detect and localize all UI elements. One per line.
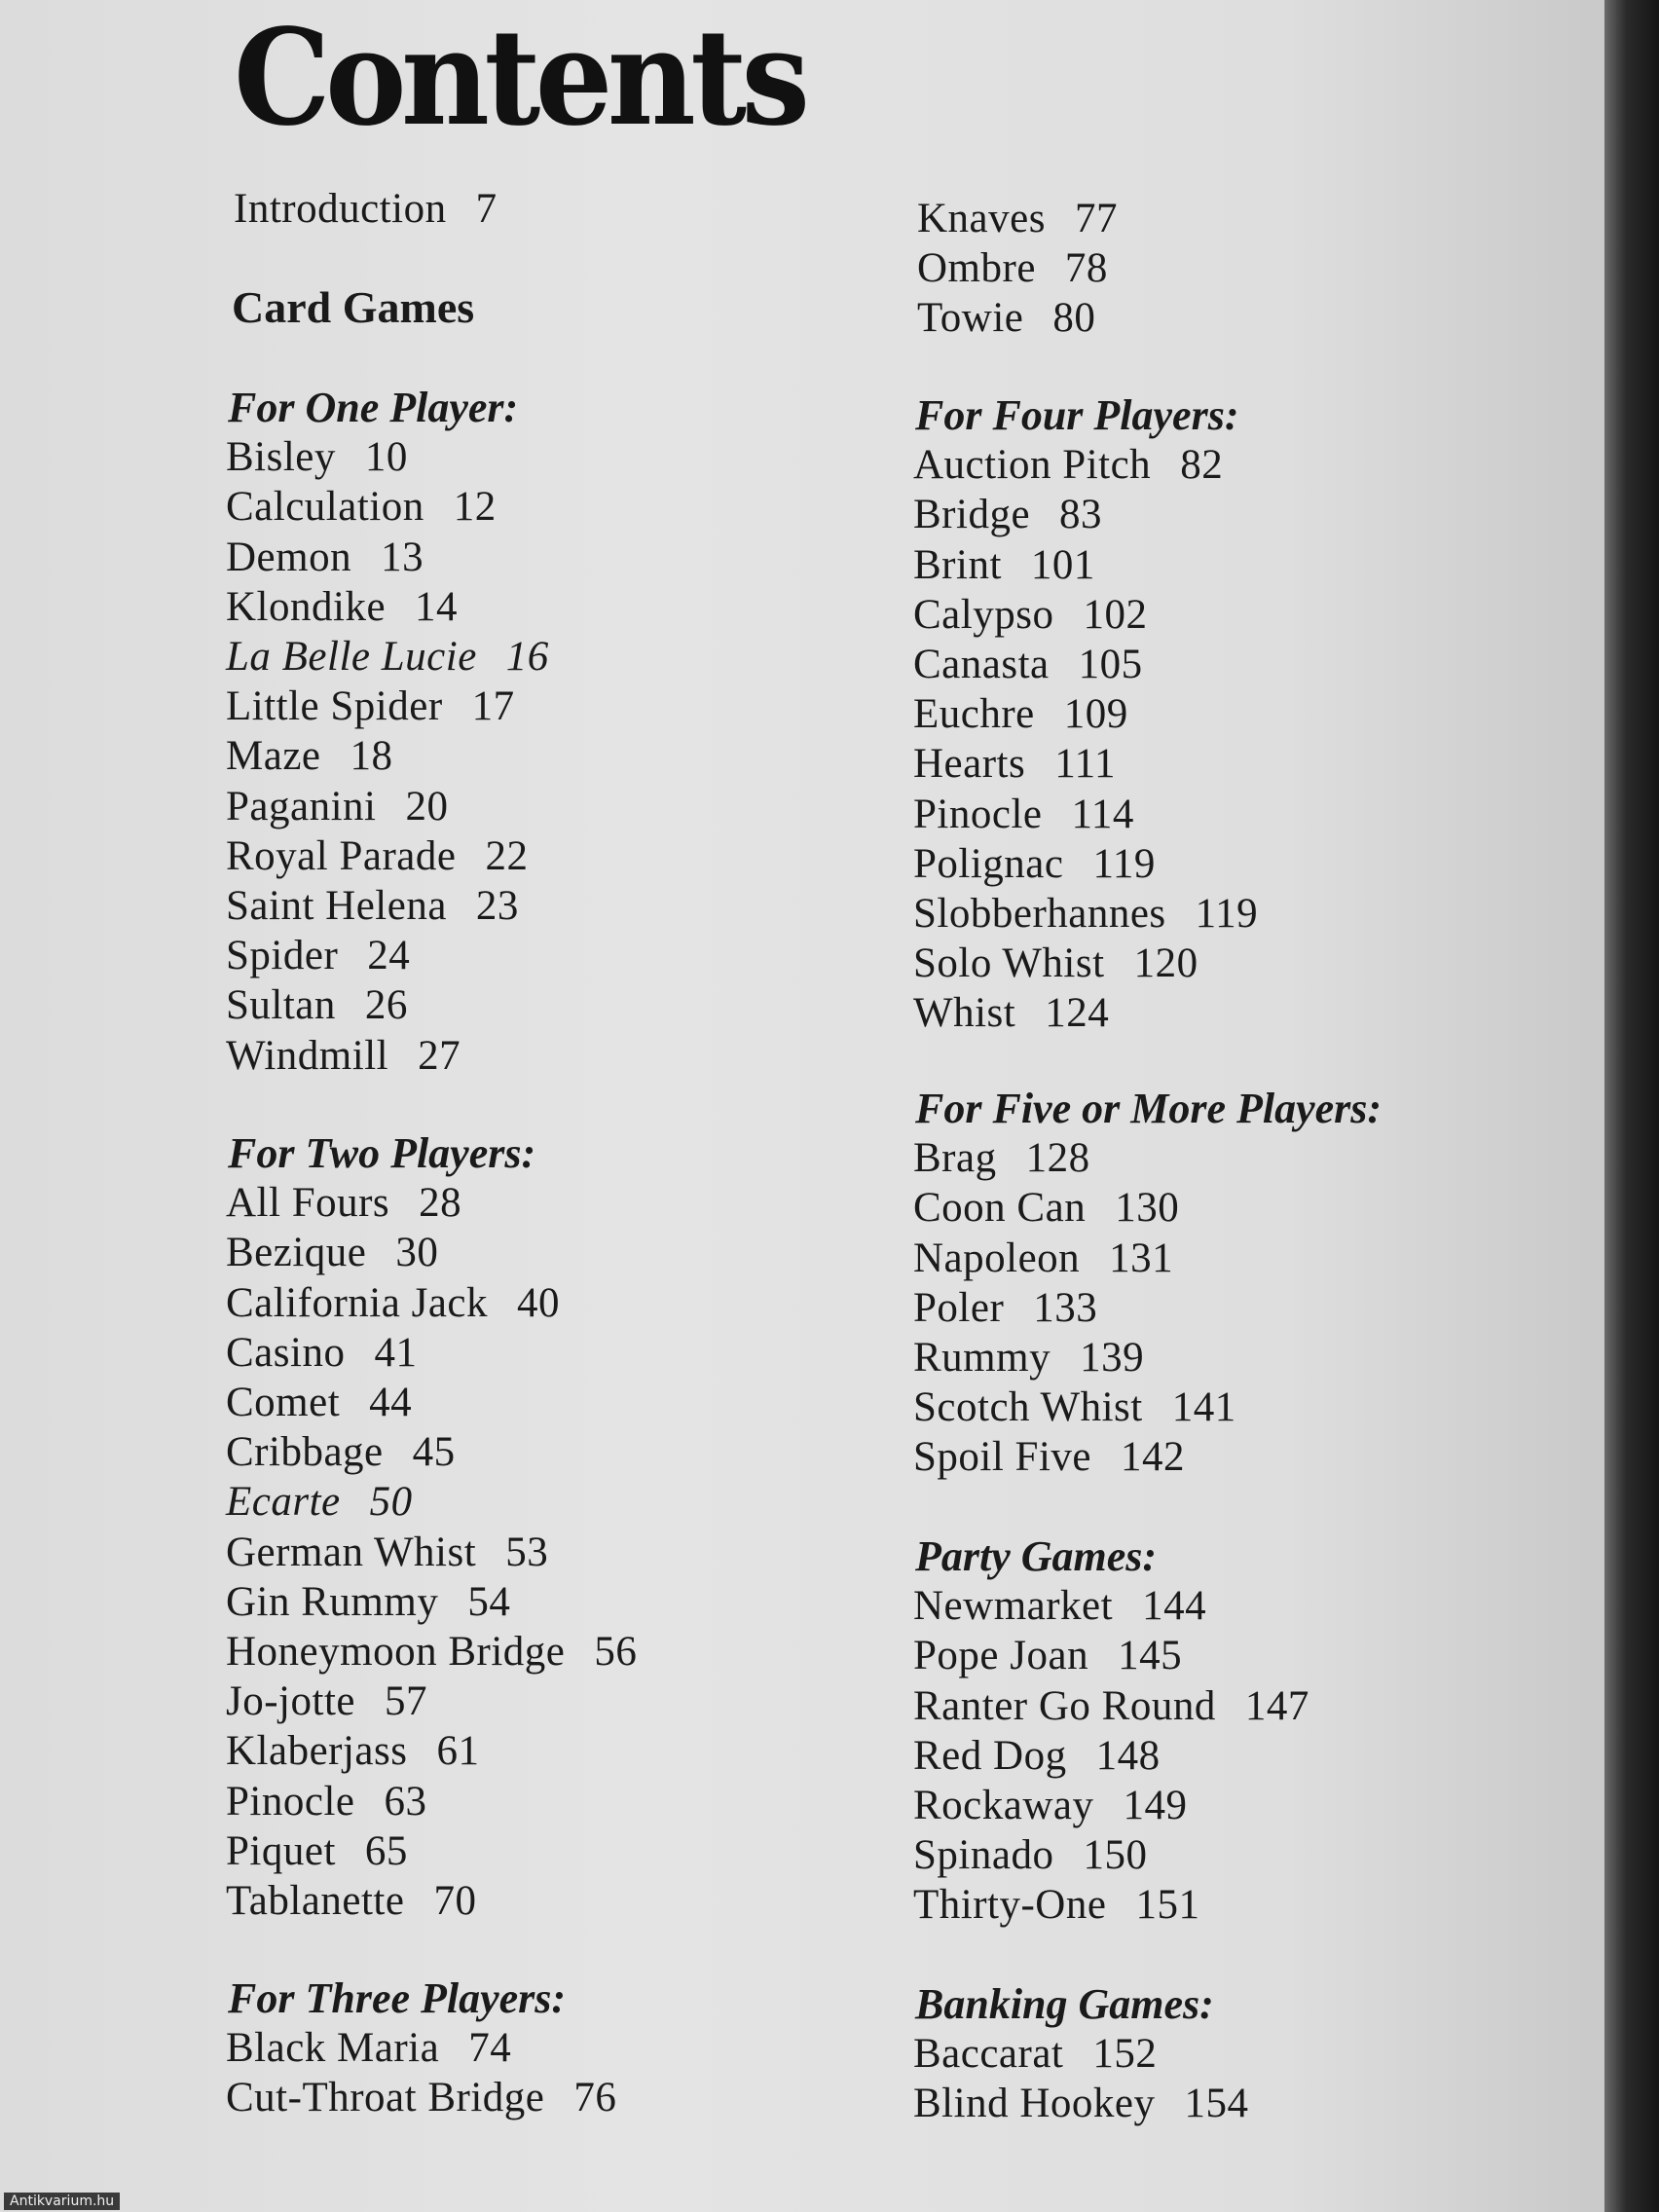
group-heading-banking-games: Banking Games: [915,1980,1214,2028]
toc-entry-calculation [226,483,497,532]
entry-page: 154 [1184,2081,1249,2126]
entry-name: Rummy [913,1335,1051,1381]
entry-page: 12 [453,484,497,530]
entry-page: 150 [1083,1832,1148,1878]
entry-name: Rockaway [913,1783,1094,1828]
entry-name: Brag [913,1135,997,1181]
entry-page: 13 [381,535,424,580]
entry-page: 111 [1054,741,1117,787]
toc-entry-honeymoon-bridge [226,1628,637,1677]
entry-name: Cribbage [226,1429,384,1475]
entry-page: 56 [594,1629,638,1675]
entry-page: 114 [1071,792,1134,837]
toc-entry-spinado [913,1831,1147,1880]
page-title: Contents [234,0,805,156]
toc-entry-pinocle [226,1778,426,1826]
toc-entry-calypso [913,591,1147,640]
group-heading-for-four-players: For Four Players: [915,391,1239,439]
entry-page: 142 [1121,1434,1186,1480]
entry-name: Calculation [226,484,424,530]
entry-page: 16 [505,634,549,680]
entry-name: Red Dog [913,1733,1067,1779]
entry-page: 20 [405,784,449,830]
toc-entry-all-fours [226,1179,461,1228]
toc-entry-klaberjass [226,1727,480,1776]
toc-entry-piquet [226,1827,408,1876]
toc-entry-scotch-whist [913,1383,1236,1432]
toc-entry-bisley [226,433,408,482]
entry-page: 26 [364,982,408,1028]
entry-page: 151 [1135,1882,1200,1928]
entry-page: 57 [384,1678,427,1724]
entry-page: 149 [1123,1783,1188,1828]
entry-page: 30 [395,1230,439,1275]
entry-page: 40 [517,1280,560,1326]
toc-entry-solo-whist [913,940,1198,988]
toc-entry-cribbage [226,1428,456,1477]
toc-entry-pinocle [913,791,1134,839]
entry-name: Poler [913,1285,1005,1331]
entry-name: Hearts [913,741,1026,787]
toc-entry-jo-jotte [226,1677,427,1726]
entry-name: Pope Joan [913,1633,1089,1678]
toc-entry-napoleon [913,1235,1173,1283]
entry-page: 139 [1080,1335,1145,1381]
entry-name: La Belle Lucie [226,634,477,680]
entry-name: Royal Parade [226,833,457,879]
entry-page: 141 [1171,1384,1236,1430]
entry-name: Bezique [226,1230,367,1275]
entry-name: Cut-Throat Bridge [226,2075,545,2120]
toc-entry-hearts [913,740,1116,789]
entry-name: Scotch Whist [913,1384,1143,1430]
entry-name: Comet [226,1380,341,1425]
entry-page: 124 [1045,990,1110,1036]
entry-name: Ranter Go Round [913,1683,1216,1729]
entry-page: 65 [364,1828,408,1874]
entry-name: Introduction [234,186,447,232]
entry-page: 77 [1074,196,1118,241]
entry-page: 82 [1180,442,1224,488]
entry-page: 61 [436,1728,480,1774]
entry-name: Canasta [913,642,1050,687]
entry-name: Polignac [913,841,1064,887]
toc-entry-whist [913,989,1109,1038]
toc-entry-towie [917,294,1095,343]
entry-name: Slobberhannes [913,891,1166,937]
entry-page: 131 [1109,1235,1174,1281]
entry-name: Knaves [917,196,1046,241]
toc-entry-cut-throat-bridge [226,2074,616,2122]
toc-entry-spider [226,932,410,980]
entry-name: Casino [226,1330,346,1376]
group-heading-for-five-or-more-players: For Five or More Players: [915,1085,1382,1132]
toc-entry-coon-can [913,1184,1179,1233]
toc-entry-california-jack [226,1279,560,1328]
toc-entry-ranter-go-round [913,1682,1309,1731]
entry-name: Jo-jotte [226,1678,355,1724]
entry-name: Newmarket [913,1583,1114,1629]
entry-name: Spoil Five [913,1434,1092,1480]
entry-name: Thirty-One [913,1882,1107,1928]
group-heading-for-one-player: For One Player: [228,384,519,431]
entry-name: Napoleon [913,1235,1081,1281]
toc-entry-sultan [226,981,408,1030]
toc-entry-blind-hookey [913,2080,1248,2128]
toc-entry-german-whist [226,1529,548,1577]
group-heading-for-three-players: For Three Players: [228,1974,567,2022]
entry-page: 105 [1078,642,1143,687]
group-heading-for-two-players: For Two Players: [228,1129,536,1177]
entry-name: Gin Rummy [226,1579,439,1625]
entry-name: Spider [226,933,339,978]
toc-entry-brint [913,541,1095,590]
entry-name: Pinocle [913,792,1043,837]
entry-name: Klaberjass [226,1728,408,1774]
toc-entry-spoil-five [913,1433,1185,1482]
toc-entry-ecarte [226,1478,413,1527]
toc-entry-bezique [226,1229,438,1277]
section-heading-card-games: Card Games [232,282,475,332]
entry-page: 54 [467,1579,511,1625]
entry-name: California Jack [226,1280,488,1326]
entry-page: 27 [418,1033,461,1079]
toc-entry-royal-parade [226,832,528,881]
entry-name: Ombre [917,245,1036,291]
entry-name: Euchre [913,691,1035,737]
toc-entry-black-maria [226,2024,511,2073]
entry-page: 50 [369,1479,413,1525]
toc-entry-little-spider [226,682,515,731]
entry-page: 102 [1083,592,1148,638]
toc-entry-casino [226,1329,417,1378]
toc-entry-rockaway [913,1782,1188,1830]
entry-page: 24 [367,933,411,978]
entry-name: Maze [226,733,321,779]
toc-entry-red-dog [913,1732,1161,1781]
entry-name: Little Spider [226,683,443,729]
entry-page: 70 [433,1878,477,1924]
entry-name: Brint [913,542,1002,588]
entry-page: 133 [1033,1285,1098,1331]
entry-page: 17 [471,683,515,729]
entry-name: Whist [913,990,1016,1036]
toc-entry-thirty-one [913,1881,1199,1930]
toc-entry-rummy [913,1334,1144,1382]
toc-entry-slobberhannes [913,890,1258,939]
entry-name: Solo Whist [913,940,1105,986]
book-gutter [1604,0,1659,2212]
watermark: Antikvarium.hu [4,2193,120,2210]
toc-entry-canasta [913,641,1143,689]
entry-name: Windmill [226,1033,389,1079]
entry-name: Saint Helena [226,883,447,929]
entry-page: 109 [1063,691,1128,737]
entry-name: Klondike [226,584,387,630]
entry-page: 145 [1118,1633,1183,1678]
entry-page: 147 [1244,1683,1309,1729]
entry-page: 101 [1030,542,1095,588]
toc-entry-poler [913,1284,1097,1333]
toc-entry-tablanette [226,1877,476,1926]
entry-page: 130 [1115,1185,1180,1231]
entry-name: Baccarat [913,2031,1064,2077]
toc-entry-la-belle-lucie [226,633,549,682]
entry-name: Sultan [226,982,336,1028]
toc-entry-comet [226,1379,412,1427]
toc-entry-knaves [917,195,1118,243]
entry-name: All Fours [226,1180,390,1226]
entry-page: 28 [419,1180,462,1226]
toc-entry-bridge [913,491,1102,539]
toc-entry-gin-rummy [226,1578,510,1627]
entry-name: Bisley [226,434,336,480]
entry-name: Honeymoon Bridge [226,1629,566,1675]
entry-page: 44 [369,1380,413,1425]
entry-name: Spinado [913,1832,1054,1878]
entry-name: Demon [226,535,352,580]
toc-entry-auction-pitch [913,441,1223,490]
entry-page: 120 [1133,940,1198,986]
entry-page: 41 [374,1330,418,1376]
entry-name: Ecarte [226,1479,341,1525]
entry-page: 76 [573,2075,617,2120]
entry-name: Paganini [226,784,377,830]
entry-page: 18 [350,733,393,779]
entry-page: 22 [485,833,529,879]
toc-entry-euchre [913,690,1128,739]
entry-name: Tablanette [226,1878,405,1924]
group-heading-party-games: Party Games: [915,1532,1158,1580]
toc-entry-saint-helena [226,882,519,931]
toc-entry-windmill [226,1032,461,1081]
entry-page: 119 [1195,891,1259,937]
toc-entry-polignac [913,840,1156,889]
entry-name: Pinocle [226,1779,355,1825]
entry-page: 23 [475,883,519,929]
entry-page: 10 [364,434,408,480]
entry-name: Calypso [913,592,1054,638]
entry-page: 14 [415,584,459,630]
toc-entry-klondike [226,583,458,632]
entry-page: 7 [475,186,498,232]
toc-entry-introduction [234,185,498,234]
toc-entry-paganini [226,783,448,831]
entry-name: Blind Hookey [913,2081,1156,2126]
entry-page: 83 [1059,492,1103,537]
entry-page: 74 [468,2025,512,2071]
entry-name: Auction Pitch [913,442,1152,488]
toc-entry-maze [226,732,393,781]
entry-page: 80 [1052,295,1096,341]
toc-entry-newmarket [913,1582,1206,1631]
entry-name: Bridge [913,492,1031,537]
entry-name: Black Maria [226,2025,440,2071]
toc-entry-brag [913,1134,1090,1183]
entry-page: 128 [1025,1135,1090,1181]
entry-page: 53 [505,1530,549,1575]
entry-page: 78 [1064,245,1108,291]
entry-page: 63 [384,1779,427,1825]
toc-entry-ombre [917,244,1108,293]
entry-page: 152 [1092,2031,1158,2077]
entry-page: 119 [1092,841,1156,887]
entry-page: 45 [412,1429,456,1475]
entry-name: Piquet [226,1828,336,1874]
toc-entry-baccarat [913,2030,1157,2079]
toc-entry-pope-joan [913,1632,1182,1680]
entry-name: Coon Can [913,1185,1087,1231]
entry-page: 144 [1142,1583,1207,1629]
entry-name: German Whist [226,1530,477,1575]
entry-page: 148 [1095,1733,1161,1779]
toc-entry-demon [226,534,424,582]
entry-name: Towie [917,295,1024,341]
